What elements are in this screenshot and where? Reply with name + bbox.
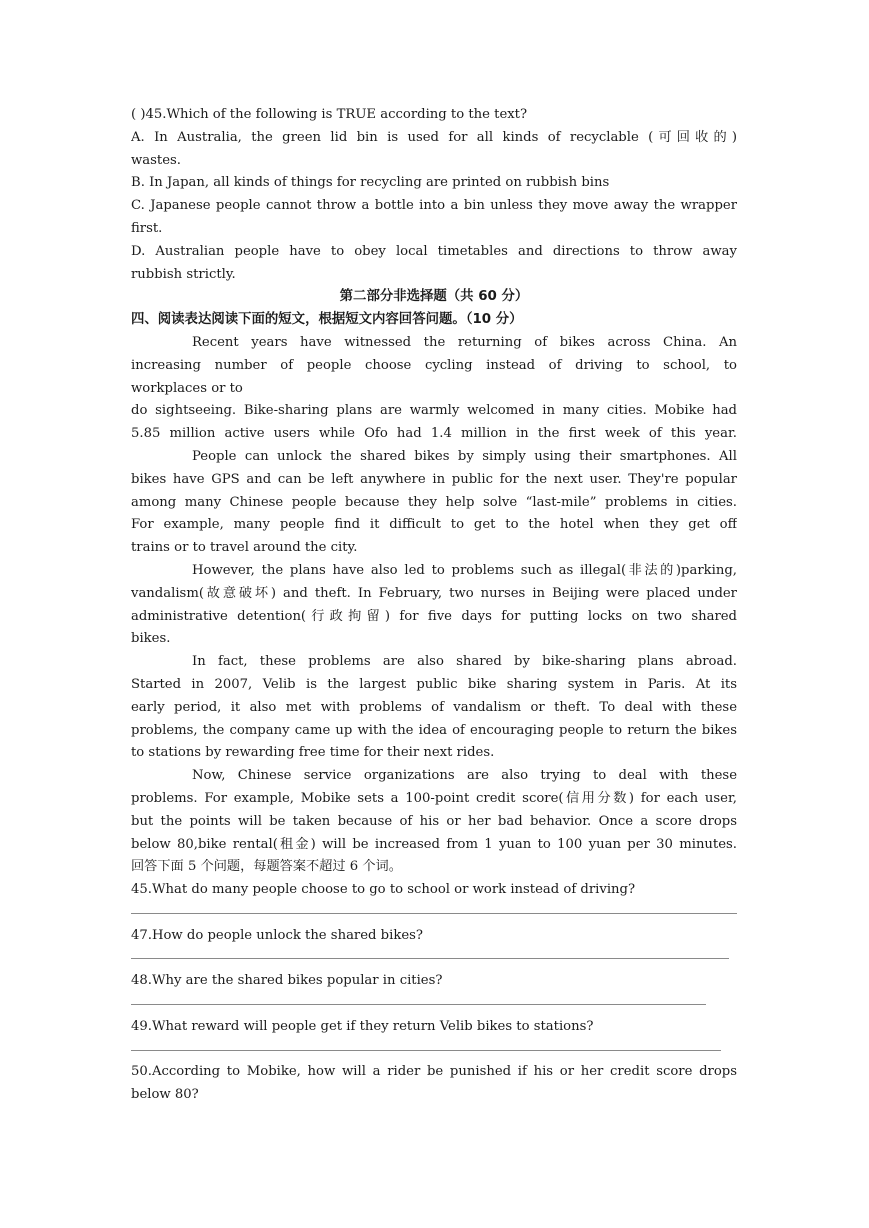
- option-d-line-1: D. Australian people have to obey local timetables and directions to throw away: [131, 243, 737, 259]
- question-48: 48.Why are the shared bikes popular in cities?: [131, 973, 443, 989]
- passage-line: vandalism(故意破坏) and theft. In February, two nurses in Beijing were placed under: [131, 585, 737, 601]
- option-a-line-1: A. In Australia, the green lid bin is used for all kinds of recyclable (可回收的): [131, 129, 737, 145]
- option-c-line-1: C. Japanese people cannot throw a bottle into a bin unless they move away the wrapper: [131, 198, 737, 214]
- passage-line: workplaces or to: [131, 380, 243, 396]
- passage-line: increasing number of people choose cycling instead of driving to school, to: [131, 357, 737, 373]
- passage-line: However, the plans have also led to problems such as illegal(非法的)parking,: [192, 562, 737, 578]
- answer-line[interactable]: [131, 947, 737, 970]
- question-47: 47.How do people unlock the shared bikes?: [131, 927, 423, 943]
- passage-line: trains or to travel around the city.: [131, 540, 358, 556]
- answer-line[interactable]: [131, 993, 737, 1016]
- part-two-title: 第二部分非选择题（共 60 分）: [339, 289, 529, 305]
- question-50-line-2: below 80?: [131, 1087, 199, 1103]
- passage-line: 5.85 million active users while Ofo had 1.4 million in the first week of this year.: [131, 426, 737, 442]
- passage-line: In fact, these problems are also shared by bike-sharing plans abroad.: [192, 654, 737, 670]
- option-b: B. In Japan, all kinds of things for recycling are printed on rubbish bins: [131, 175, 610, 191]
- passage-line: Recent years have witnessed the returning of bikes across China. An: [192, 334, 737, 350]
- passage-line: Now, Chinese service organizations are also trying to deal with these: [192, 768, 737, 784]
- answer-line[interactable]: [131, 1039, 737, 1062]
- option-a-line-2: wastes.: [131, 152, 181, 168]
- section-four-title: 四、阅读表达阅读下面的短文，根据短文内容回答问题。（10 分）: [131, 312, 523, 328]
- passage-line: but the points will be taken because of his or her bad behavior. Once a score drops: [131, 813, 737, 829]
- answer-instruction: 回答下面 5 个问题，每题答案不超过 6 个词。: [131, 859, 402, 875]
- passage-line: Started in 2007, Velib is the largest public bike sharing system in Paris. At its: [131, 676, 737, 692]
- passage-line: For example, many people find it difficult to get to the hotel when they get off: [131, 517, 737, 533]
- passage-line: problems, the company came up with the idea of encouraging people to return the bikes: [131, 722, 737, 738]
- passage-line: bikes have GPS and can be left anywhere in public for the next user. They're popular: [131, 471, 737, 487]
- exam-page: [131, 104, 737, 1107]
- question-45: 45.What do many people choose to go to school or work instead of driving?: [131, 882, 636, 898]
- question-50-line-1: 50.According to Mobike, how will a rider be punished if his or her credit score drops: [131, 1064, 737, 1080]
- passage-line: to stations by rewarding free time for their next rides.: [131, 745, 495, 761]
- passage-line: administrative detention(行政拘留) for five days for putting locks on two shared: [131, 608, 737, 624]
- passage-line: People can unlock the shared bikes by simply using their smartphones. All: [192, 448, 737, 464]
- passage-line: among many Chinese people because they help solve “last-mile” problems in cities.: [131, 494, 737, 510]
- answer-line[interactable]: [131, 902, 737, 925]
- passage-line: bikes.: [131, 631, 171, 647]
- option-d-line-2: rubbish strictly.: [131, 266, 236, 282]
- passage-line: below 80,bike rental(租金) will be increased from 1 yuan to 100 yuan per 30 minutes.: [131, 836, 737, 852]
- passage-line: early period, it also met with problems of vandalism or theft. To deal with these: [131, 699, 737, 715]
- question-45-stem: ( )45.Which of the following is TRUE according to the text?: [131, 107, 528, 122]
- passage-line: problems. For example, Mobike sets a 100-point credit score(信用分数) for each user,: [131, 790, 737, 806]
- option-c-line-2: first.: [131, 220, 163, 236]
- passage-line: do sightseeing. Bike-sharing plans are warmly welcomed in many cities. Mobike had: [131, 403, 737, 419]
- question-49: 49.What reward will people get if they return Velib bikes to stations?: [131, 1018, 594, 1034]
